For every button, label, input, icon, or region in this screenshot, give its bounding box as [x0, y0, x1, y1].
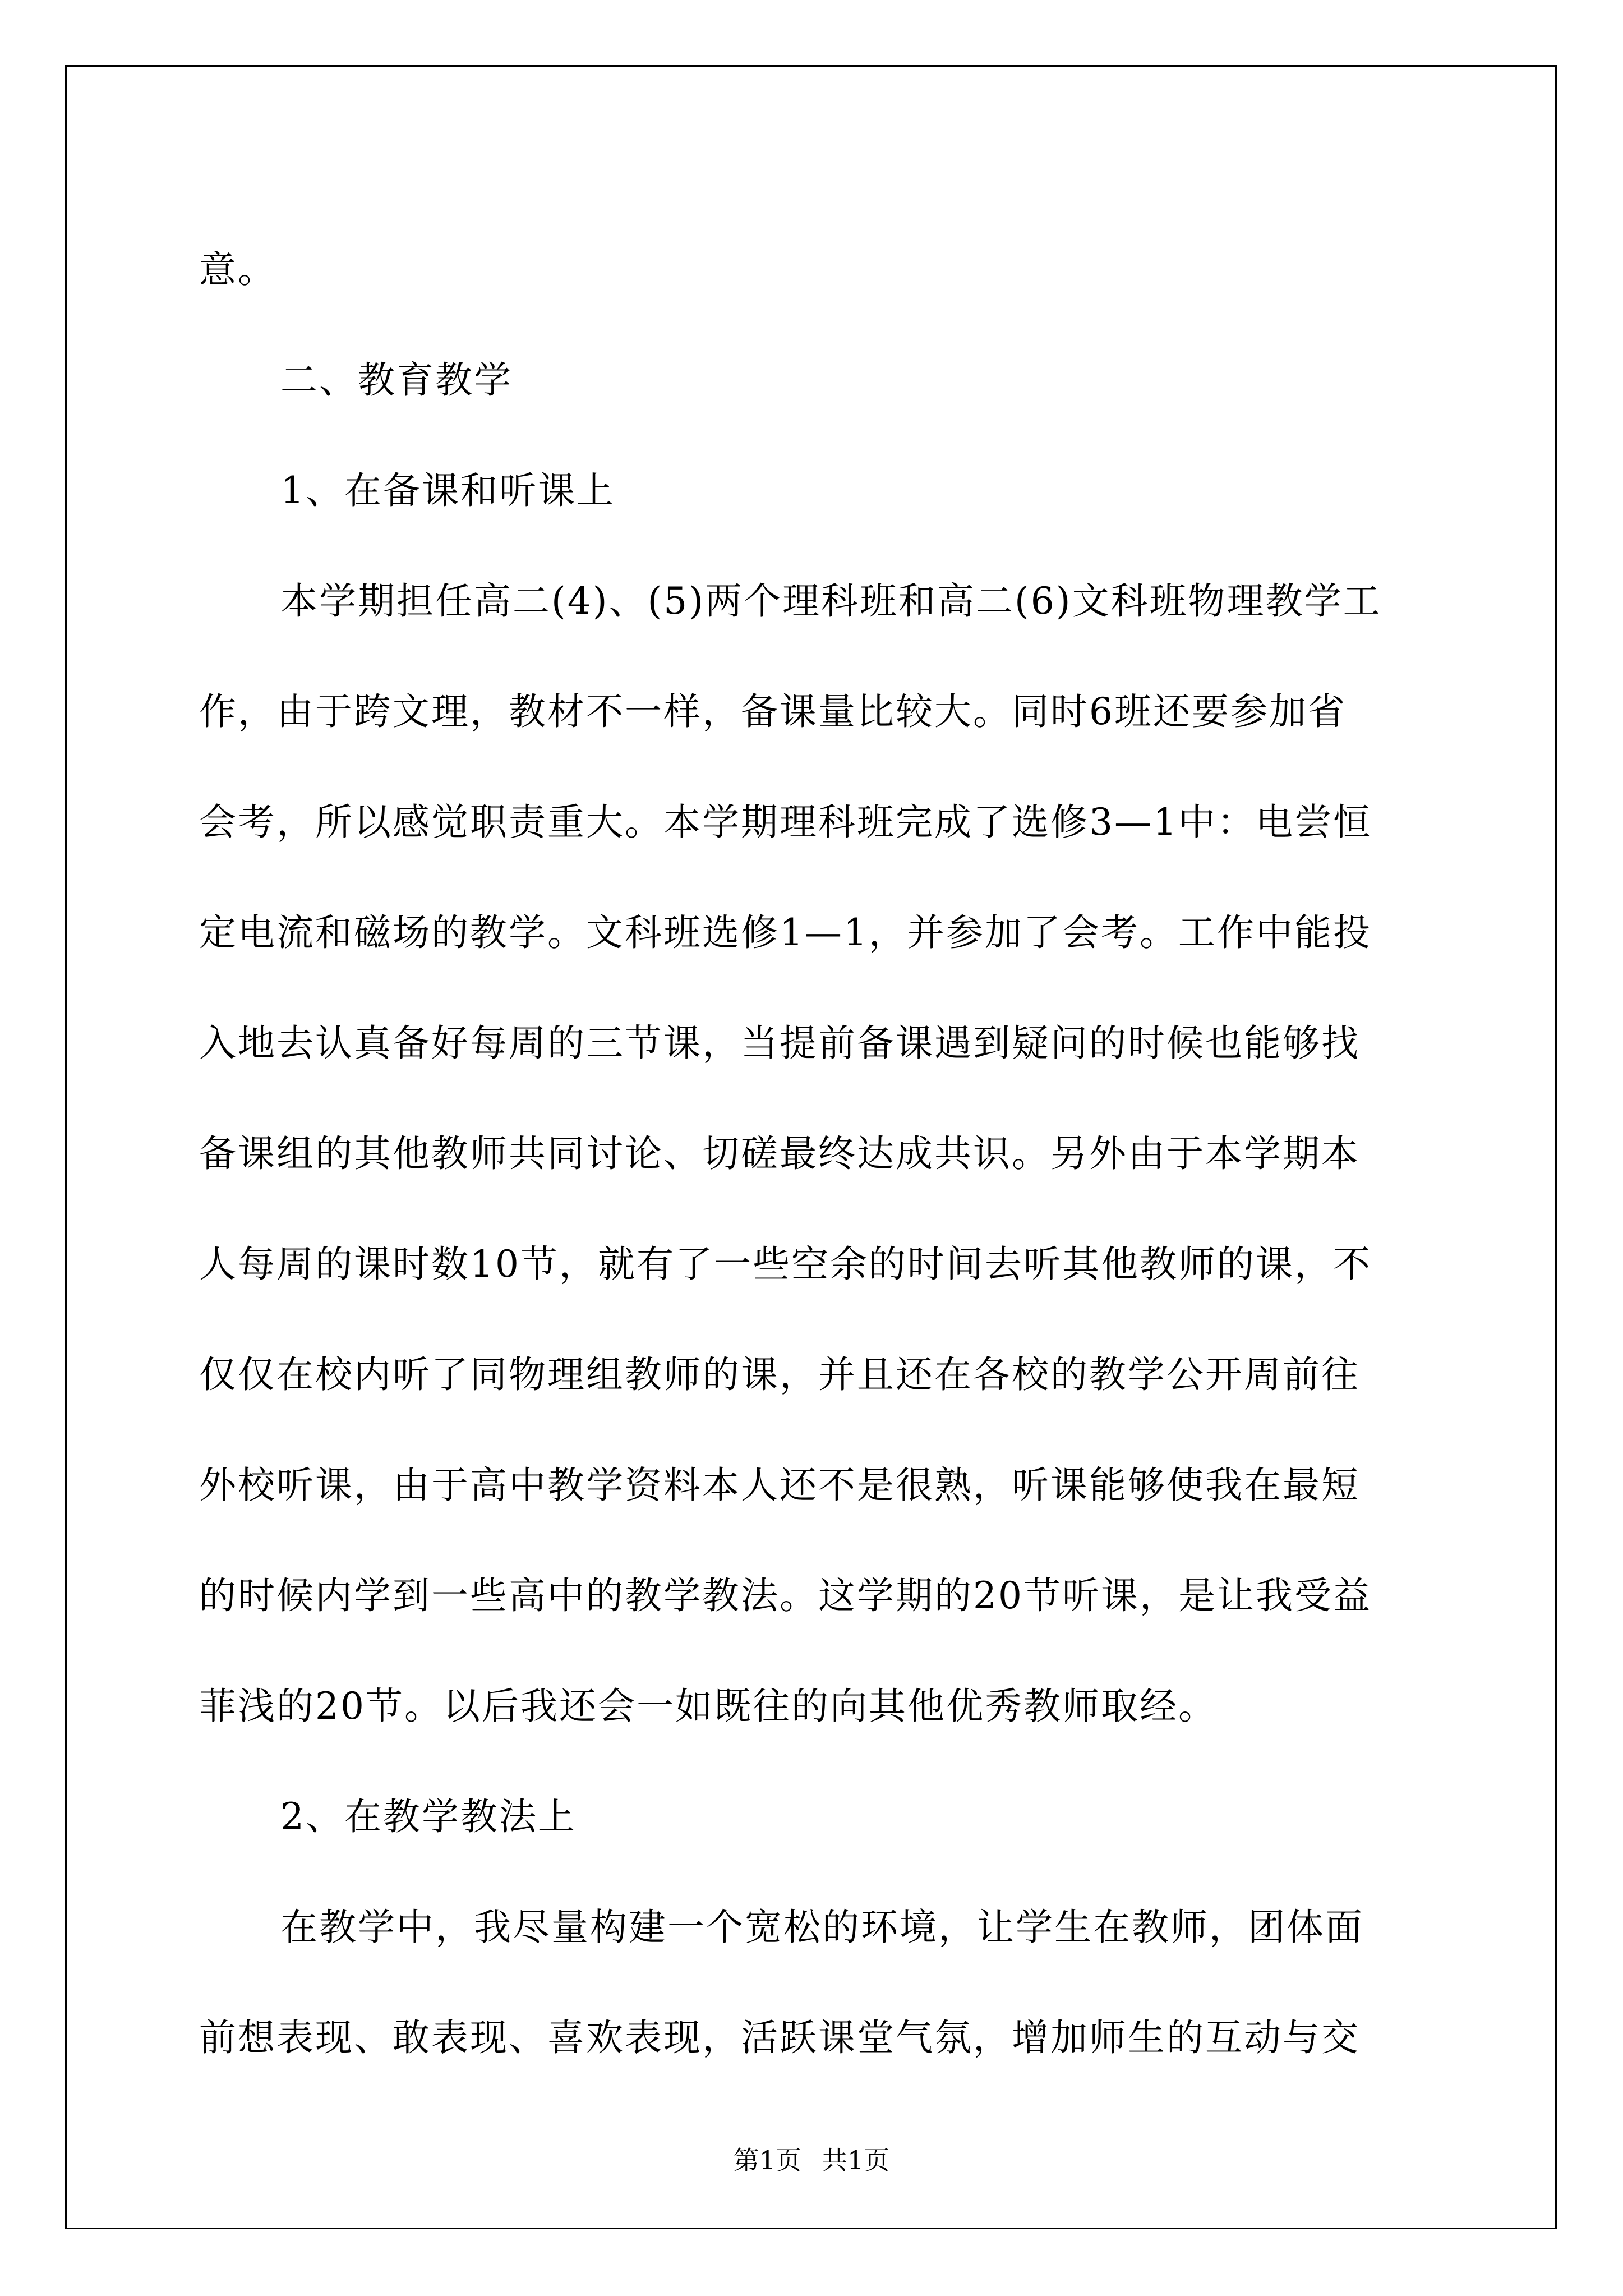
- body-line: 的时候内学到一些高中的教学教法。这学期的20节听课，是让我受益: [199, 1574, 1372, 1617]
- body-line: 会考，所以感觉职责重大。本学期理科班完成了选修3—1中：电尝恒: [199, 800, 1372, 844]
- body-line: 备课组的其他教师共同讨论、切磋最终达成共识。另外由于本学期本: [199, 1132, 1360, 1175]
- body-line: 意。: [199, 248, 276, 291]
- subsection-heading: 2、在教学教法上: [280, 1795, 577, 1838]
- body-line: 作，由于跨文理，教材不一样，备课量比较大。同时6班还要参加省: [199, 690, 1347, 733]
- body-line: 仅仅在校内听了同物理组教师的课，并且还在各校的教学公开周前往: [199, 1353, 1360, 1396]
- subsection-heading: 1、在备课和听课上: [280, 469, 615, 512]
- page-total: 共1页: [822, 2145, 890, 2175]
- page-footer: [0, 2140, 1623, 2177]
- section-heading: 二、教育教学: [280, 358, 513, 402]
- page-number: 第1页: [733, 2145, 801, 2175]
- body-line: 本学期担任高二(4)、(5)两个理科班和高二(6)文科班物理教学工: [280, 579, 1382, 623]
- body-line: 前想表现、敢表现、喜欢表现，活跃课堂气氛，增加师生的互动与交: [199, 2016, 1360, 2059]
- body-line: 在教学中，我尽量构建一个宽松的环境，让学生在教师，团体面: [280, 1906, 1364, 1949]
- body-line: 定电流和磁场的教学。文科班选修1—1，并参加了会考。工作中能投: [199, 911, 1372, 954]
- body-line: 外校听课，由于高中教学资料本人还不是很熟，听课能够使我在最短: [199, 1464, 1360, 1507]
- body-line: 入地去认真备好每周的三节课，当提前备课遇到疑问的时候也能够找: [199, 1022, 1360, 1065]
- body-line: 菲浅的20节。以后我还会一如既往的向其他优秀教师取经。: [199, 1685, 1217, 1728]
- body-line: 人每周的课时数10节，就有了一些空余的时间去听其他教师的课，不: [199, 1243, 1372, 1286]
- document-body: [199, 214, 1422, 2093]
